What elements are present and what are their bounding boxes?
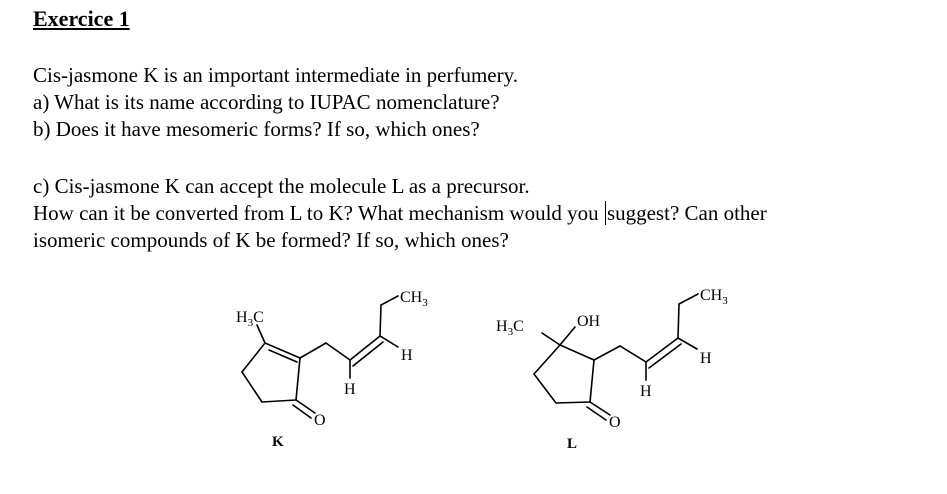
k-caption: K (272, 434, 284, 450)
k-ring-bond (242, 372, 262, 402)
structure-k (242, 296, 398, 418)
k-chain-bond (380, 305, 381, 336)
k-carbonyl-bond (296, 400, 315, 413)
l-carbonyl-oxygen: O (609, 414, 621, 431)
structure-l (534, 294, 698, 420)
structure-k-labels (236, 289, 428, 450)
question-c-line2-end: suggest? Can other (606, 201, 767, 225)
k-carbonyl-oxygen: O (314, 412, 326, 429)
l-chain-bond (594, 346, 620, 360)
l-hydroxyl-label: OH (577, 313, 601, 330)
question-a: a) What is its name according to IUPAC nomenclature? (33, 90, 500, 114)
k-ring-double-bond-inner (269, 350, 297, 362)
question-c-line3: isomeric compounds of K be formed? If so, which ones? (33, 228, 509, 252)
structure-l-labels (496, 287, 728, 452)
k-ring-bond (262, 400, 296, 402)
l-carbonyl-bond (590, 402, 610, 415)
l-terminal-methyl-label: $CH_3$ (700, 287, 728, 307)
k-carbonyl-bond-second (293, 405, 311, 418)
l-vinyl-h-lower: H (640, 383, 652, 400)
k-chain-bond (326, 343, 350, 360)
k-ring-bond (242, 343, 265, 372)
l-methyl-label: $H_3C$ (496, 318, 524, 338)
k-vinyl-h-lower: H (344, 381, 356, 398)
k-ring-bond (296, 358, 300, 400)
l-chain-bond (620, 346, 646, 362)
k-vinyl-h-upper: H (401, 347, 413, 364)
l-ring-bond (534, 374, 556, 403)
l-ring-bond (560, 345, 594, 360)
intro-line: Cis-jasmone K is an important intermediate in perfumery. (33, 63, 519, 87)
k-terminal-methyl-label: $CH_3$ (400, 289, 428, 309)
l-carbonyl-bond-second (587, 407, 606, 420)
question-c-line1: c) Cis-jasmone K can accept the molecule L as a precursor. (33, 174, 530, 198)
k-chain-bond (381, 296, 398, 305)
l-methyl-bond (542, 333, 560, 345)
question-c-line2-start: How can it be converted from L to K? What mechanism would you (33, 201, 604, 225)
l-hydroxyl-bond (560, 327, 575, 345)
l-ring-bond (556, 402, 590, 403)
l-ring-bond (590, 360, 594, 402)
k-methyl-label: $H_3C$ (236, 309, 264, 329)
l-vinyl-h-upper: H (700, 350, 712, 367)
exercise-title: Exercice 1 (33, 6, 130, 31)
question-b: b) Does it have mesomeric forms? If so, which ones? (33, 117, 480, 141)
l-ring-bond (534, 345, 560, 374)
k-chain-bond (300, 343, 326, 358)
l-chain-bond (679, 294, 698, 304)
l-caption: L (567, 436, 578, 452)
k-methyl-bond (257, 325, 265, 343)
l-chain-bond (678, 304, 679, 338)
